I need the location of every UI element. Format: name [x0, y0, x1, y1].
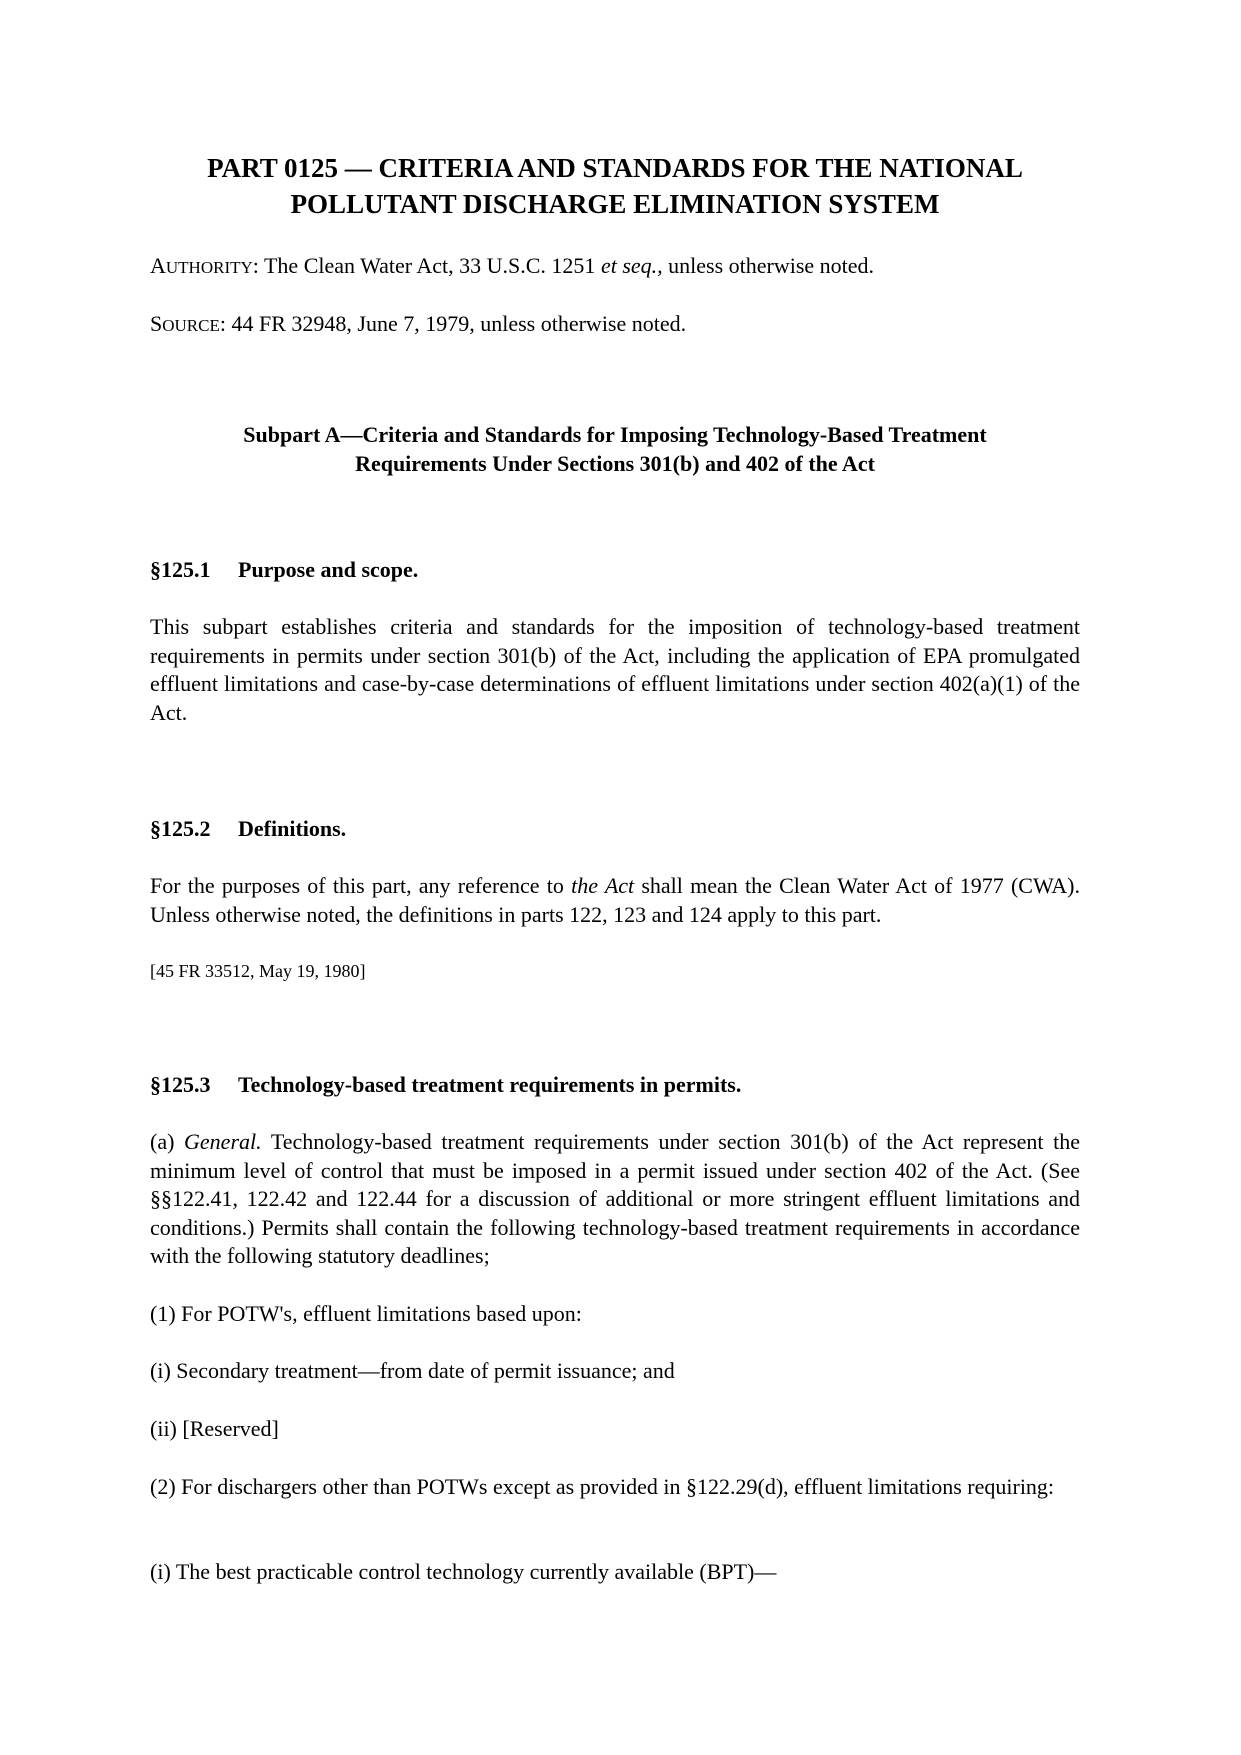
section-title: Purpose and scope.: [238, 557, 419, 582]
authority-label-rest: UTHORITY: [165, 258, 253, 277]
authority-text: : The Clean Water Act, 33 U.S.C. 1251: [252, 253, 601, 278]
part-title-line-1: PART 0125 — CRITERIA AND STANDARDS FOR THE NATIONAL: [207, 153, 1023, 183]
section-125-2-body: [150, 872, 1080, 929]
authority-label-cap: A: [150, 253, 166, 278]
section-title: Definitions.: [238, 816, 347, 841]
section-number: §125.2: [150, 816, 211, 841]
section-125-1-heading: [150, 556, 418, 584]
body-italic-term: the Act: [571, 873, 635, 898]
body-text-end: shall mean the Clean Water Act of 1977 (CWA). Unless otherwise noted, the definitions in parts 122, 123 and 124 apply to this part.: [150, 873, 1080, 927]
section-title: Technology-based treatment requirements in permits.: [238, 1072, 742, 1097]
subpart-heading-line-2: Requirements Under Sections 301(b) and 402 of the Act: [355, 451, 875, 476]
item-1: (1) For POTW's, effluent limitations based upon:: [150, 1301, 582, 1326]
source-label-cap: S: [150, 311, 163, 336]
part-title: [150, 150, 1080, 222]
section-125-3-para-a: [150, 1128, 1080, 1271]
item-1-ii: (ii) [Reserved]: [150, 1416, 279, 1441]
para-a-text: Technology-based treatment requirements under section 301(b) of the Act represent the minimum level of control that must be imposed in a permit issued under section 402 of the Act. (See §§122.41, 122.42 and 122.44 for a discussion of additional or more stringent effluent limitations and conditions.) Permits shall contain the following technology-based treatment requirements in accordance with the following statutory deadlines;: [150, 1129, 1081, 1268]
section-125-1-body: This subpart establishes criteria and standards for the imposition of technology-based treatment requirements in permits under section 301(b) of the Act, including the application of EPA promulgated effluent limitations and case-by-case determinations of effluent limitations under section 402(a)(1) of the Act.: [150, 614, 1080, 725]
subpart-heading: [150, 420, 1080, 478]
source-label-rest: OURCE: [162, 316, 220, 335]
item-1-i: (i) Secondary treatment—from date of permit issuance; and: [150, 1358, 675, 1383]
item-2: (2) For dischargers other than POTWs except as provided in §122.29(d), effluent limitations requiring:: [150, 1474, 1055, 1499]
section-125-2-heading: [150, 815, 346, 843]
section-125-2-citation: [45 FR 33512, May 19, 1980]: [150, 961, 366, 981]
authority-note: [150, 252, 874, 282]
authority-text-end: unless otherwise noted.: [662, 253, 875, 278]
section-number: §125.3: [150, 1072, 211, 1097]
authority-et-seq: et seq.,: [600, 253, 663, 278]
para-a-italic: General.: [184, 1129, 262, 1154]
item-2-i: (i) The best practicable control technology currently available (BPT)—: [150, 1559, 777, 1584]
section-125-3-heading: [150, 1071, 741, 1099]
source-note: [150, 310, 686, 340]
body-text: For the purposes of this part, any reference to: [150, 873, 572, 898]
source-text: : 44 FR 32948, June 7, 1979, unless otherwise noted.: [219, 311, 687, 336]
part-title-line-2: POLLUTANT DISCHARGE ELIMINATION SYSTEM: [290, 189, 940, 219]
subpart-heading-line-1: Subpart A—Criteria and Standards for Imposing Technology-Based Treatment: [243, 422, 987, 447]
para-a-prefix: (a): [150, 1129, 185, 1154]
section-number: §125.1: [150, 557, 211, 582]
